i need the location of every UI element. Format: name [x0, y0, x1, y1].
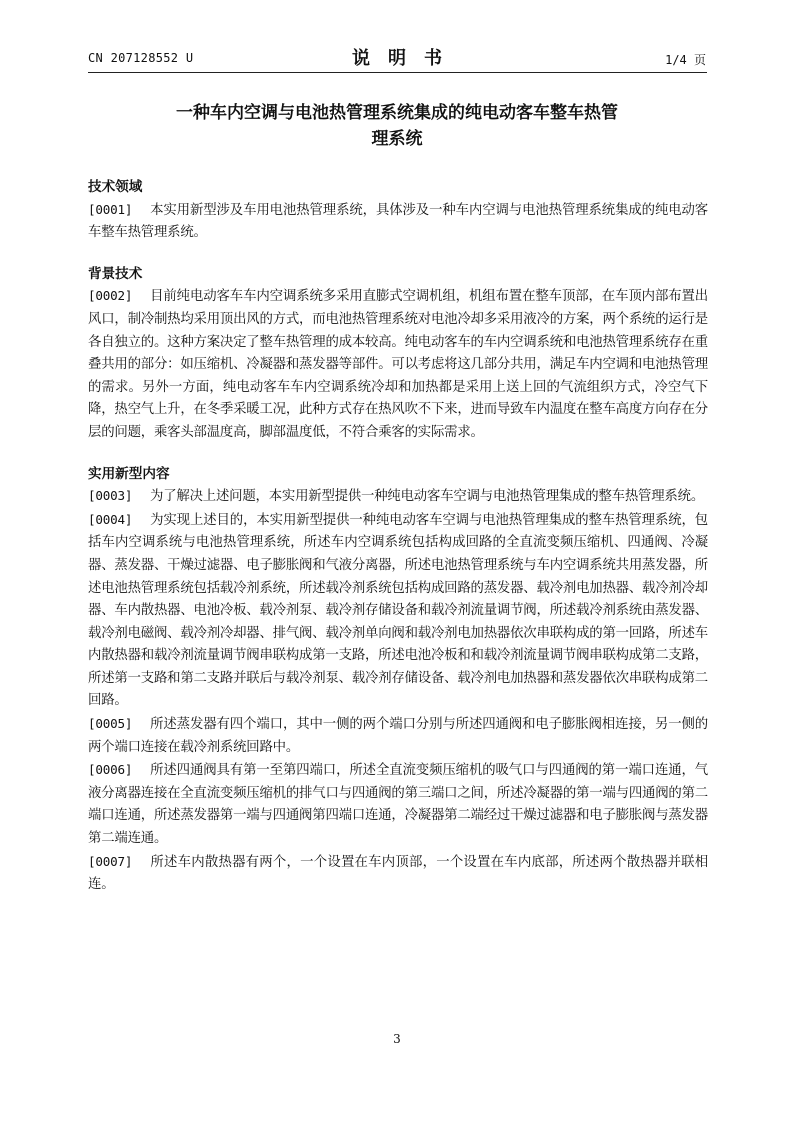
paragraph	[88, 285, 708, 444]
paragraph-number: [0003]	[88, 488, 133, 504]
page-indicator: 1/4 页	[665, 53, 706, 67]
header-divider	[88, 72, 707, 73]
paragraph-number: [0007]	[88, 853, 133, 869]
paragraph-text: 本实用新型涉及车用电池热管理系统，具体涉及一种车内空调与电池热管理系统集成的纯电动客车整车热管理系统。	[88, 202, 708, 241]
invention-title	[96, 100, 698, 152]
paragraph-text: 所述车内散热器有两个，一个设置在车内顶部，一个设置在车内底部，所述两个散热器并联相连。	[88, 854, 708, 893]
paragraph-text: 所述四通阀具有第一至第四端口，所述全直流变频压缩机的吸气口与四通阀的第一端口连通，气液分离器连接在全直流变频压缩机的排气口与四通阀的第三端口之间，所述冷凝器的第一端与四通阀的第二端口连通，所述蒸发器第一端与四通阀第四端口连通，冷凝器第二端经过干燥过滤器和电子膨胀阀与蒸发器第二端连通。	[88, 763, 708, 847]
document-type-title: 说 明 书	[352, 48, 442, 69]
paragraph	[88, 485, 708, 509]
paragraph	[88, 509, 708, 713]
section-heading-background: 背景技术	[88, 265, 143, 282]
publication-number: CN 207128552 U	[88, 51, 194, 65]
description-body	[88, 176, 708, 897]
paragraph-text: 目前纯电动客车车内空调系统多采用直膨式空调机组，机组布置在整车顶部，在车顶内部布置出风口，制冷制热均采用顶出风的方式，而电池热管理系统对电池冷却多采用液冷的方案，两个系统的运行是各自独立的。这种方案决定了整车热管理的成本较高。纯电动客车的车内空调系统和电池热管理系统存在重叠共用的部分：如压缩机、冷凝器和蒸发器等部件。可以考虑将这几部分共用，满足车内空调和电池热管理的需求。另外一方面，纯电动客车车内空调系统冷却和加热都是采用上送上回的气流组织方式，冷空气下降，热空气上升，在冬季采暖工况，此种方式存在热风吹不下来，进而导致车内温度在整车高度方向存在分层的问题，乘客头部温度高，脚部温度低，不符合乘客的实际需求。	[88, 289, 708, 440]
invention-title-line-1: 一种车内空调与电池热管理系统集成的纯电动客车整车热管	[176, 103, 618, 123]
paragraph	[88, 199, 708, 245]
section-heading-tech-field: 技术领域	[88, 179, 143, 195]
paragraph	[88, 759, 708, 850]
paragraph-text: 为实现上述目的，本实用新型提供一种纯电动客车空调与电池热管理集成的整车热管理系统，包括车内空调系统与电池热管理系统，所述车内空调系统包括构成回路的全直流变频压缩机、四通阀、冷凝器、蒸发器、干燥过滤器、电子膨胀阀和气液分离器，所述电池热管理系统与车内空调系统共用蒸发器，所述电池热管理系统包括载冷剂系统，所述载冷剂系统包括构成回路的蒸发器、载冷剂电加热器、载冷剂冷却器、车内散热器、电池冷板、载冷剂泵、载冷剂存储设备和载冷剂流量调节阀，所述载冷剂系统由蒸发器、载冷剂电磁阀、载冷剂冷却器、排气阀、载冷剂单向阀和载冷剂电加热器依次串联构成的第一回路，所述车内散热器和载冷剂流量调节阀串联构成第一支路，所述电池冷板和和载冷剂流量调节阀串联构成第二支路，所述第一支路和第二支路并联后与载冷剂泵、载冷剂存储设备、载冷剂电加热器和蒸发器依次串联构成第二回路。	[88, 512, 708, 709]
paragraph	[88, 851, 708, 897]
paragraph	[88, 713, 708, 759]
paragraph-text: 所述蒸发器有四个端口，其中一侧的两个端口分别与所述四通阀和电子膨胀阀相连接，另一侧的两个端口连接在载冷剂系统回路中。	[88, 717, 708, 755]
page-number: 3	[393, 1032, 401, 1046]
section-heading-content: 实用新型内容	[88, 465, 170, 482]
paragraph-number: [0002]	[88, 288, 133, 304]
paragraph-number: [0001]	[88, 201, 133, 217]
paragraph-number: [0004]	[88, 511, 133, 527]
invention-title-line-2: 理系统	[371, 129, 423, 149]
paragraph-text: 为了解决上述问题，本实用新型提供一种纯电动客车空调与电池热管理集成的整车热管理系统。	[150, 489, 705, 505]
paragraph-number: [0006]	[88, 762, 133, 778]
paragraph-number: [0005]	[88, 716, 133, 732]
